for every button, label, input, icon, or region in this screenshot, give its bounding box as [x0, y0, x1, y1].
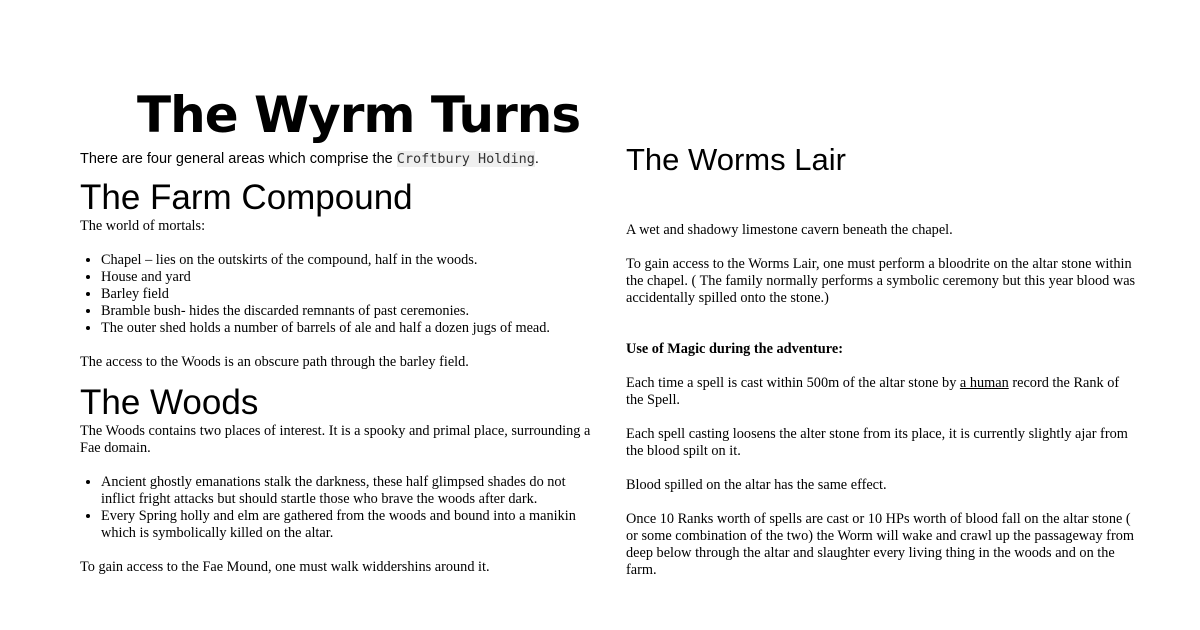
list-item: • Ancient ghostly emanations stalk the darkness, these half glimpsed shades do not inflict fright attacks but should startle those who brave the woods after dark.	[101, 474, 600, 508]
magic-heading: Use of Magic during the adventure:	[626, 341, 843, 357]
farm-list	[80, 252, 600, 337]
list-item: • Bramble bush- hides the discarded remnants of past ceremonies.	[101, 303, 600, 320]
intro-end: .	[534, 151, 539, 167]
lair-description: A wet and shadowy limestone cavern beneath the chapel.	[626, 222, 953, 238]
magic-rule-1-start: Each time a spell is cast within 500m of the altar stone by	[626, 375, 960, 391]
list-item: • Every Spring holly and elm are gathered from the woods and bound into a manikin which is symbolically killed on the altar.	[101, 508, 600, 542]
magic-rule-1-end: record the Rank of the Spell.	[626, 375, 1120, 408]
farm-heading: The Farm Compound	[80, 178, 413, 217]
magic-rule-2: Each spell casting loosens the alter stone from its place, it is currently slightly ajar from the blood spilt on it.	[626, 426, 1128, 459]
list-item: • The outer shed holds a number of barrels of ale and half a dozen jugs of mead.	[101, 320, 600, 337]
a-human-underlined: a human	[959, 375, 1009, 391]
magic-rule-4: Once 10 Ranks worth of spells are cast or 10 HPs worth of blood fall on the altar stone ( or some combination of the two) the Worm will wake and crawl up the passageway from deep below through the altar and slaughter every living thing in the woods and on the farm.	[626, 511, 1134, 578]
list-item: • Barley field	[101, 286, 600, 303]
croftbury-highlight: Croftbury Holding	[396, 151, 535, 167]
magic-rule-1	[626, 375, 1136, 409]
right-column	[626, 140, 1136, 579]
lair-heading: The Worms Lair	[626, 142, 846, 177]
woods-access: To gain access to the Fae Mound, one must walk widdershins around it.	[80, 559, 490, 575]
farm-subtitle: The world of mortals:	[80, 218, 206, 234]
woods-list	[80, 474, 600, 542]
document-title: The Wyrm Turns	[137, 86, 581, 144]
list-item: • Chapel – lies on the outskirts of the compound, half in the woods.	[101, 252, 600, 269]
woods-heading: The Woods	[80, 383, 259, 422]
intro-text	[80, 150, 600, 168]
list-item: • House and yard	[101, 269, 600, 286]
farm-access: The access to the Woods is an obscure path through the barley field.	[80, 354, 469, 370]
left-column	[80, 80, 600, 576]
magic-rule-3: Blood spilled on the altar has the same effect.	[626, 477, 887, 493]
intro-lead: There are four general areas which comprise the	[80, 151, 397, 167]
lair-access: To gain access to the Worms Lair, one must perform a bloodrite on the altar stone within the chapel. ( The family normally performs a symbolic ceremony but this year blood was accidentally spilled onto the stone.)	[626, 256, 1136, 306]
woods-description: The Woods contains two places of interest. It is a spooky and primal place, surrounding a Fae domain.	[80, 423, 591, 456]
